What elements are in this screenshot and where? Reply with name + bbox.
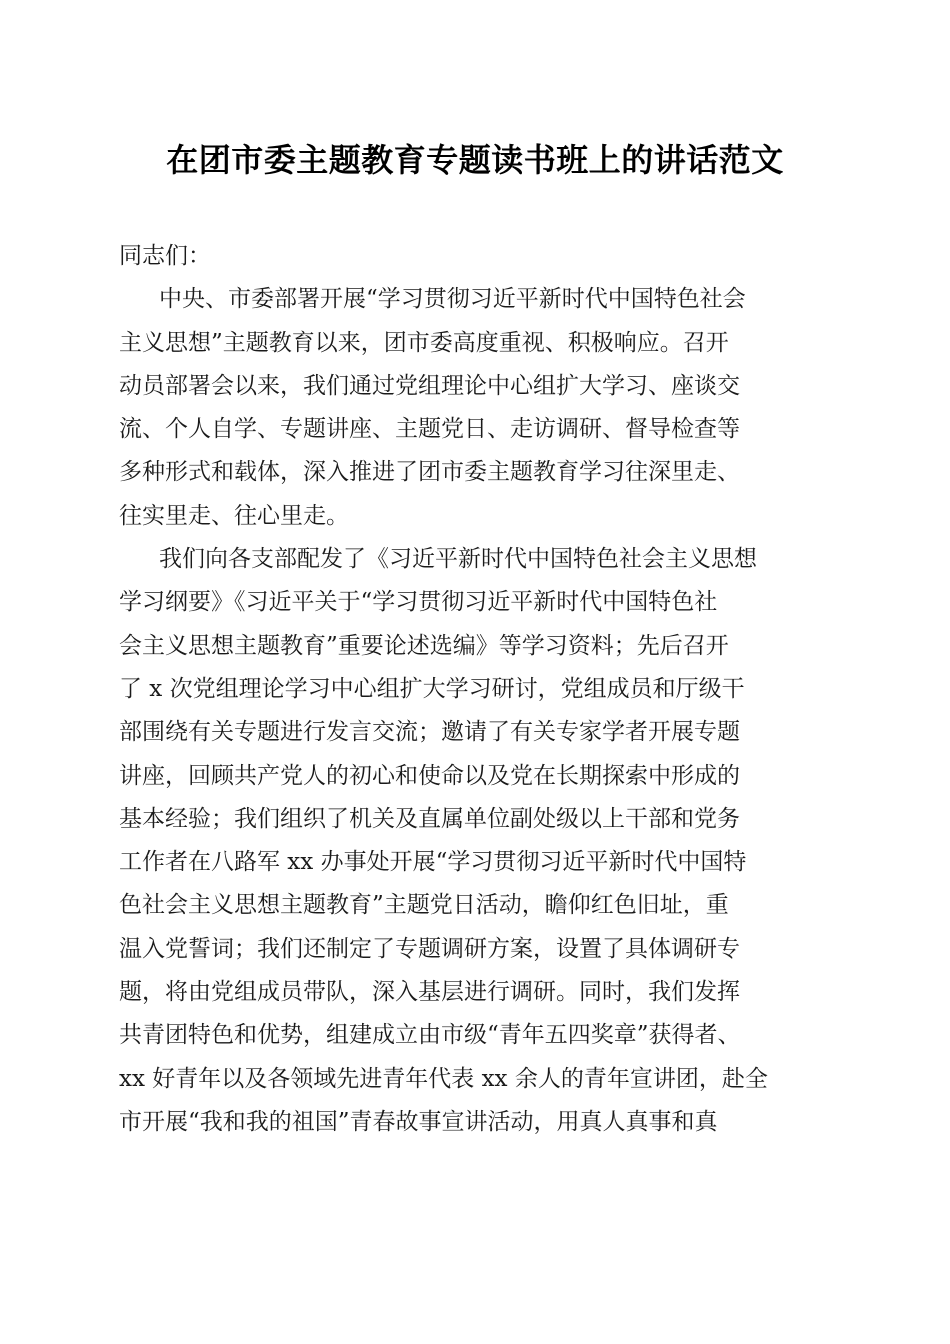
paragraph-line: 中央、市委部署开展“学习贯彻习近平新时代中国特色社会 (159, 286, 746, 313)
paragraph-line: 学习纲要》《习近平关于“学习贯彻习近平新时代中国特色社 (119, 589, 718, 616)
paragraph-2 (119, 538, 835, 1144)
paragraph-line: 工作者在八路军 xx 办事处开展“学习贯彻习近平新时代中国特 (119, 849, 747, 876)
paragraph-line: 讲座，回顾共产党人的初心和使命以及党在长期探索中形成的 (119, 762, 740, 789)
paragraph-line: 动员部署会以来，我们通过党组理论中心组扩大学习、座谈交 (119, 372, 740, 399)
paragraph-line: 流、个人自学、专题讲座、主题党日、走访调研、督导检查等 (119, 416, 740, 443)
document-title: 在团市委主题教育专题读书班上的讲话范文 (166, 141, 784, 179)
paragraph-line: 题，将由党组成员带队，深入基层进行调研。同时，我们发挥 (119, 979, 740, 1006)
paragraph-line: 了 x 次党组理论学习中心组扩大学习研讨，党组成员和厅级干 (119, 675, 745, 702)
paragraph-line: 基本经验；我们组织了机关及直属单位副处级以上干部和党务 (119, 805, 740, 832)
paragraph-line: 色社会主义思想主题教育”主题党日活动，瞻仰红色旧址，重 (119, 892, 729, 919)
paragraph-line: 会主义思想主题教育”重要论述选编》等学习资料；先后召开 (119, 632, 729, 659)
paragraph-line: 我们向各支部配发了《习近平新时代中国特色社会主义思想 (159, 546, 757, 573)
paragraph-1 (119, 278, 835, 538)
paragraph-line: 主义思想”主题教育以来，团市委高度重视、积极响应。召开 (119, 329, 729, 356)
paragraph-line: 温入党誓词；我们还制定了专题调研方案，设置了具体调研专 (119, 935, 740, 962)
document-body (119, 235, 835, 1144)
paragraph-line: 市开展“我和我的祖国”青春故事宣讲活动，用真人真事和真 (119, 1108, 718, 1135)
paragraph-line: 往实里走、往心里走。 (119, 502, 349, 529)
paragraph-line: 共青团特色和优势，组建成立由市级“青年五四奖章”获得者、 (119, 1022, 741, 1049)
paragraph-line: xx 好青年以及各领域先进青年代表 xx 余人的青年宣讲团，赴全 (119, 1065, 768, 1092)
salutation: 同志们： (119, 243, 211, 269)
paragraph-line: 部围绕有关专题进行发言交流；邀请了有关专家学者开展专题 (119, 719, 740, 746)
paragraph-line: 多种形式和载体，深入推进了团市委主题教育学习往深里走、 (119, 459, 740, 486)
